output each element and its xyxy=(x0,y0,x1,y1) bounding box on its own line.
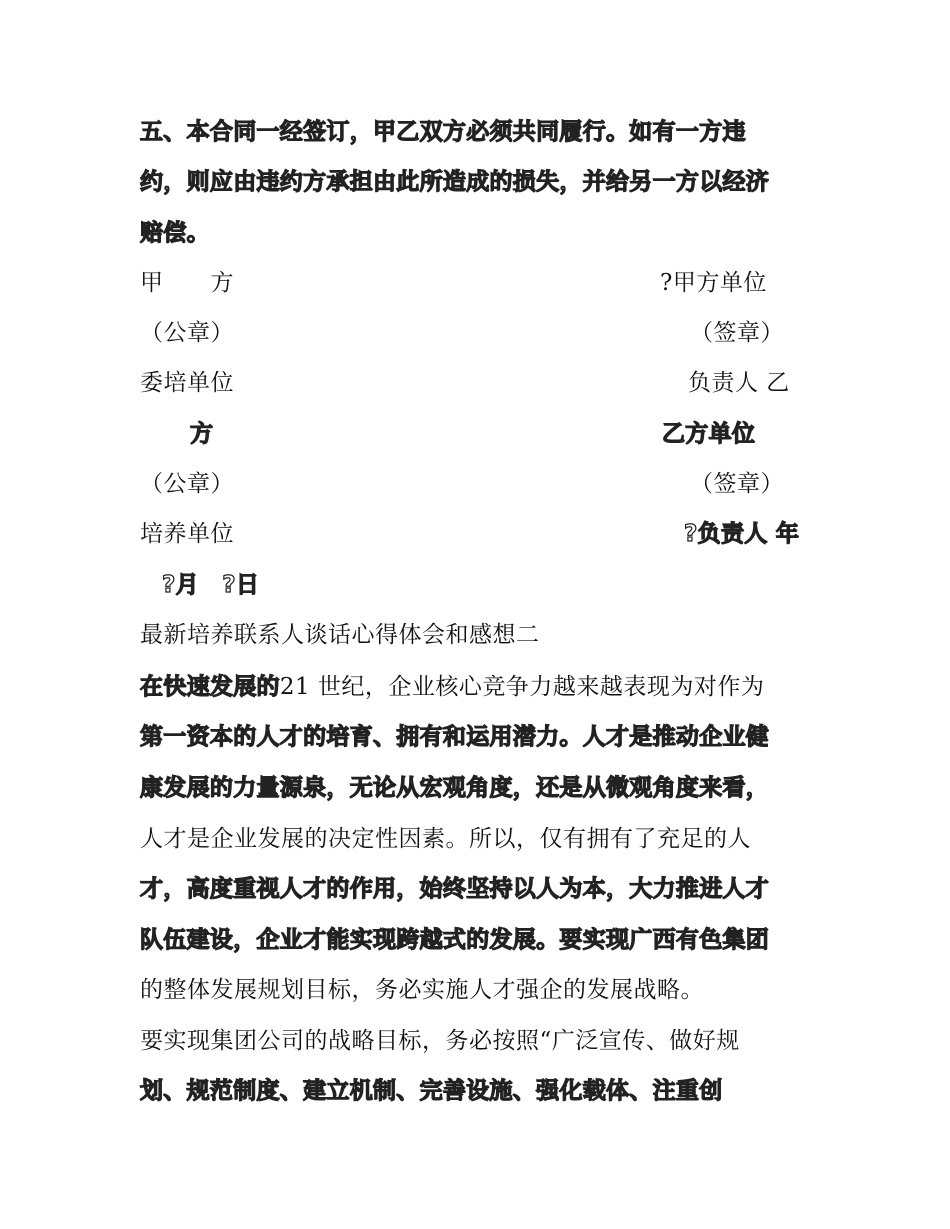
p1-line-3: 康发展的力量源泉，无论从宏观角度，还是从微观角度来看， xyxy=(140,775,770,801)
party-a-unit: ?甲方单位 xyxy=(660,270,767,296)
sign-right-2: （签章） xyxy=(690,471,784,497)
article-heading: 最新培养联系人谈话心得体会和感想二 xyxy=(140,622,540,648)
p1-line-5: 才，高度重视人才的作用，始终坚持以人为本，大力推进人才 xyxy=(140,876,770,902)
commission-unit: 委培单位 xyxy=(140,370,234,396)
p2-line-1: 要实现集团公司的战略目标，务必按照“广泛宣传、做好规 xyxy=(140,1028,740,1054)
party-b-fang: 方 xyxy=(190,421,214,447)
p1-line-7: 的整体发展规划目标，务必实施人才强企的发展战略。 xyxy=(140,977,704,1003)
p1-line-2: 第一资本的人才的培育、拥有和运用潜力。人才是推动企业健 xyxy=(140,724,770,750)
clause5-line-3: 赔偿。 xyxy=(140,220,210,246)
p1-line-1-outline: 在快速发展的 xyxy=(140,674,280,700)
seal-left-1: （公章） xyxy=(140,320,234,346)
responsible-year: ?负责人 年 xyxy=(684,521,800,547)
month-day: ?月 ?日 xyxy=(162,572,260,598)
p1-line-4: 人才是企业发展的决定性因素。所以，仅有拥有了充足的人 xyxy=(140,826,751,852)
party-b-unit: 乙方单位 xyxy=(662,421,756,447)
clause5-line-1: 五、本合同一经签订，甲乙双方必须共同履行。如有一方违 xyxy=(140,119,746,145)
p1-line-1-plain: 21 世纪，企业核心竞争力越来越表现为对作为 xyxy=(279,674,765,700)
clause5-line-2: 约，则应由违约方承担由此所造成的损失，并给另一方以经济 xyxy=(140,169,770,195)
p2-line-2: 划、规范制度、建立机制、完善设施、强化载体、注重创 xyxy=(140,1078,723,1104)
training-unit: 培养单位 xyxy=(140,521,234,547)
p1-line-1 xyxy=(140,672,764,702)
party-a-label: 甲 方 xyxy=(140,270,234,296)
seal-left-2: （公章） xyxy=(140,471,234,497)
p1-line-6: 队伍建设，企业才能实现跨越式的发展。要实现广西有色集团 xyxy=(140,927,770,953)
responsible-person-b: 负责人 乙 xyxy=(688,370,790,396)
sign-right-1: （签章） xyxy=(690,320,784,346)
